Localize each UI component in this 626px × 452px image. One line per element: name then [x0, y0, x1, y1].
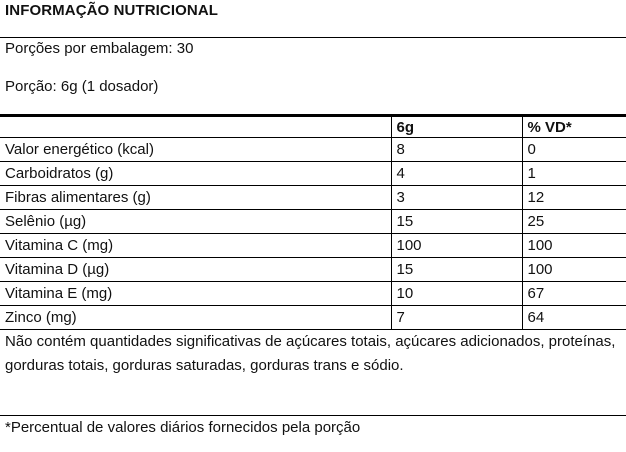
table-row [0, 258, 626, 282]
nutrient-name: Fibras alimentares (g) [0, 186, 391, 210]
divider [0, 415, 626, 416]
divider [0, 37, 626, 38]
nutrient-daily-value: 12 [522, 186, 626, 210]
table-row [0, 162, 626, 186]
table-row [0, 186, 626, 210]
nutrient-daily-value: 1 [522, 162, 626, 186]
nutrient-amount: 3 [391, 186, 522, 210]
nutrient-name: Valor energético (kcal) [0, 138, 391, 162]
serving-size: Porção: 6g (1 dosador) [5, 78, 159, 95]
nutrient-amount: 15 [391, 258, 522, 282]
nutrient-name: Vitamina E (mg) [0, 282, 391, 306]
nutrient-name: Vitamina D (µg) [0, 258, 391, 282]
nutrient-name: Selênio (µg) [0, 210, 391, 234]
nutrient-daily-value: 25 [522, 210, 626, 234]
nutrient-name: Zinco (mg) [0, 306, 391, 330]
nutrient-amount: 7 [391, 306, 522, 330]
nutrition-table [0, 117, 626, 330]
label-title: INFORMAÇÃO NUTRICIONAL [5, 2, 219, 19]
nutrient-name: Vitamina C (mg) [0, 234, 391, 258]
nutrient-daily-value: 100 [522, 258, 626, 282]
table-row [0, 210, 626, 234]
nutrient-daily-value: 67 [522, 282, 626, 306]
header-nutrient [0, 117, 391, 138]
nutrient-amount: 4 [391, 162, 522, 186]
table-row [0, 306, 626, 330]
table-row [0, 234, 626, 258]
table-row [0, 282, 626, 306]
nutrient-amount: 15 [391, 210, 522, 234]
nutrient-daily-value: 100 [522, 234, 626, 258]
table-header-row [0, 117, 626, 138]
header-daily-value: % VD* [522, 117, 626, 138]
nutrient-amount: 100 [391, 234, 522, 258]
not-significant-note: Não contém quantidades significativas de açúcares totais, açúcares adicionados, proteínas, gorduras totais, gorduras saturadas, gorduras trans e sódio. [5, 333, 616, 374]
nutrient-daily-value: 64 [522, 306, 626, 330]
nutrient-name: Carboidratos (g) [0, 162, 391, 186]
nutrient-daily-value: 0 [522, 138, 626, 162]
footnote: *Percentual de valores diários fornecidos pela porção [5, 419, 361, 436]
servings-per-package: Porções por embalagem: 30 [5, 40, 194, 57]
nutrient-amount: 10 [391, 282, 522, 306]
header-amount: 6g [391, 117, 522, 138]
table-row [0, 138, 626, 162]
nutrient-amount: 8 [391, 138, 522, 162]
